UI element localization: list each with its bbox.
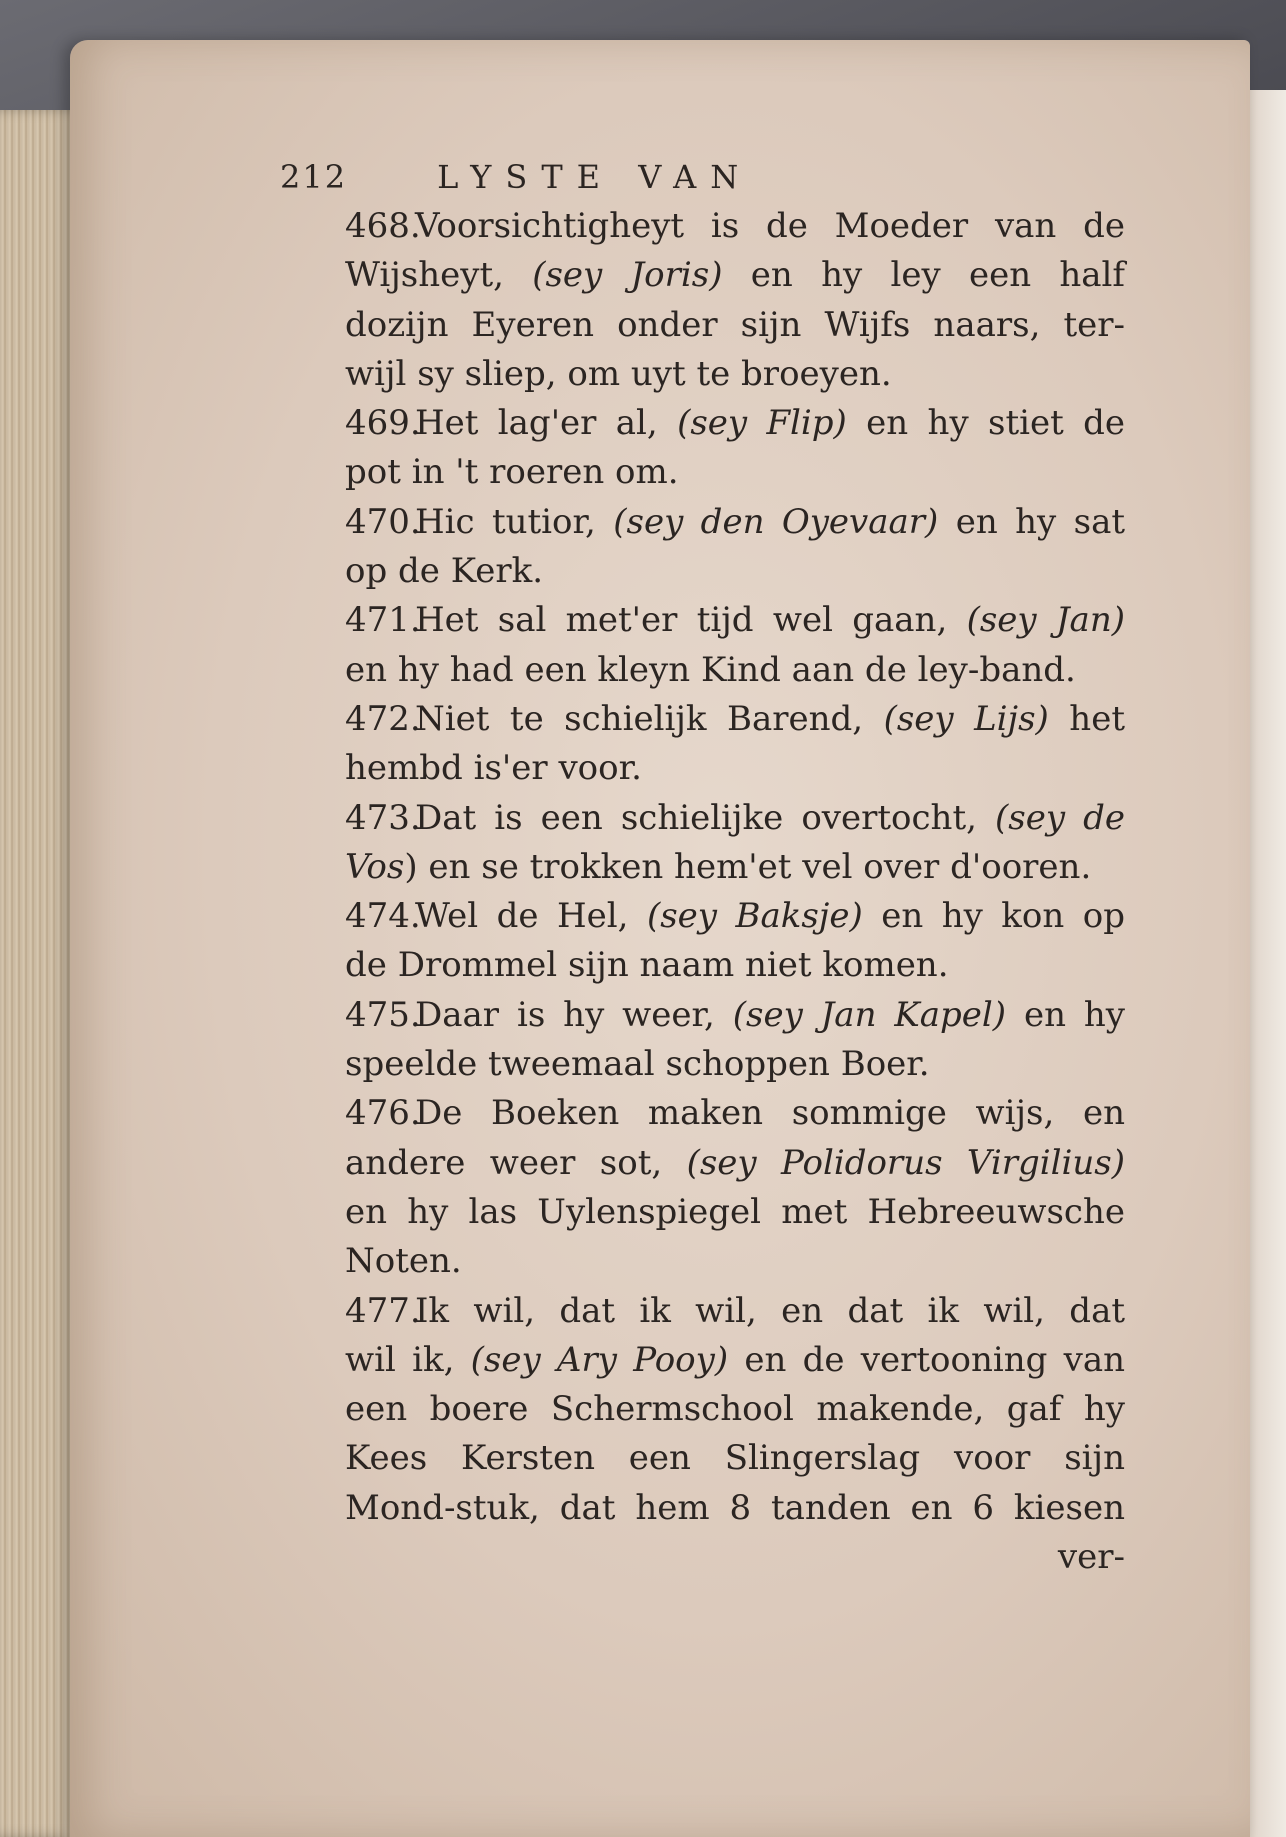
list-item (275, 1089, 1125, 1286)
list-item (275, 794, 1125, 893)
entry-number: 476. (345, 1093, 421, 1134)
list-item (275, 399, 1125, 498)
entry-number: 471. (345, 600, 421, 641)
entry-line: Wijsheyt, (sey Joris) en hy ley een half (345, 255, 1126, 296)
entry-line: Het sal met'er tijd wel gaan, (sey Jan) (415, 600, 1125, 641)
list-item (275, 695, 1125, 794)
entry-number: 473. (345, 797, 421, 838)
entry-number: 468. (345, 206, 421, 246)
entry-line: Hic tutior, (sey den Oyevaar) en hy sat (415, 501, 1125, 542)
entry-line: Niet te schielijk Barend, (sey Lijs) het (415, 698, 1125, 739)
entry-line: hembd is'er voor. (345, 748, 642, 789)
entry-line: Noten. (345, 1241, 462, 1282)
entry-line: Voorsichtigheyt is de Moeder van de (415, 206, 1125, 246)
entry-number: 477. (345, 1290, 421, 1331)
entry-line: De Boeken maken sommige wijs, en (415, 1093, 1125, 1134)
entry-line: Wel de Hel, (sey Baksje) en hy kon op (415, 896, 1125, 937)
list-item (275, 991, 1125, 1090)
entry-number: 475. (345, 994, 421, 1035)
page-number: 212 (280, 158, 348, 196)
entry-line: en hy las Uylenspiegel met Hebreeuwsche (345, 1191, 1125, 1232)
entry-line: Ik wil, dat ik wil, en dat ik wil, dat (415, 1290, 1125, 1331)
entry-line: Vos) en se trokken hem'et vel over d'ooren. (345, 846, 1092, 887)
entry-number: 470. (345, 501, 421, 542)
entry-line: pot in 't roeren om. (345, 452, 679, 493)
list-item (275, 498, 1125, 597)
entry-line: op de Kerk. (345, 551, 544, 592)
entry-line: en hy had een kleyn Kind aan de ley-band. (345, 649, 1076, 690)
entry-line: dozijn Eyeren onder sijn Wijfs naars, ter- (345, 304, 1125, 345)
entry-line: een boere Schermschool makende, gaf hy (345, 1389, 1125, 1430)
entry-list (275, 202, 1125, 1582)
entry-line: andere weer sot, (sey Polidorus Virgilius) (345, 1142, 1125, 1183)
running-title: LYSTE VAN (437, 158, 753, 196)
entry-line: Dat is een schielijke overtocht, (sey de (415, 797, 1125, 838)
list-item (275, 1287, 1125, 1533)
entry-line: speelde tweemaal schoppen Boer. (345, 1044, 930, 1085)
entry-line: Kees Kersten een Slingerslag voor sijn (345, 1438, 1125, 1479)
entry-number: 474. (345, 896, 421, 937)
entry-line: wil ik, (sey Ary Pooy) en de vertooning van (345, 1339, 1125, 1380)
catchword: ver- (1057, 1537, 1125, 1578)
entry-line: wijl sy sliep, om uyt te broeyen. (345, 353, 892, 394)
entry-line: Het lag'er al, (sey Flip) en hy stiet de (415, 403, 1125, 444)
running-header (280, 158, 1000, 196)
entry-line: de Drommel sijn naam niet komen. (345, 945, 949, 986)
entry-number: 472. (345, 698, 421, 739)
entry-line: Daar is hy weer, (sey Jan Kapel) en hy (415, 994, 1125, 1035)
list-item (275, 892, 1125, 991)
entry-number: 469. (345, 403, 421, 444)
list-item (275, 596, 1125, 695)
list-item (275, 202, 1125, 399)
entry-line: Mond-stuk, dat hem 8 tanden en 6 kiesen (345, 1487, 1125, 1528)
